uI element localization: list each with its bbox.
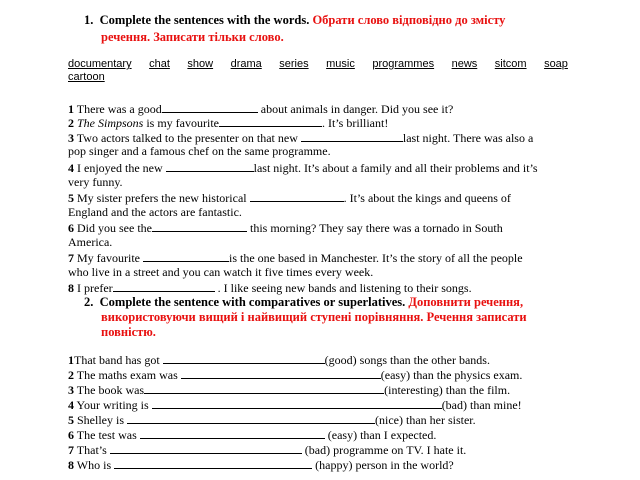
item-text: There was a good (74, 102, 162, 116)
task2-heading-line2 (101, 310, 527, 325)
item-text: last night. There was also a (402, 131, 534, 145)
item-text: My favourite (74, 251, 143, 265)
item-number: 2 (68, 116, 74, 130)
task2-item (68, 457, 454, 472)
task1-item-continued: America. (68, 235, 113, 249)
item-number: 4 (68, 161, 74, 175)
item-text: That band has got (74, 353, 163, 367)
word-bank-item: documentary (68, 58, 132, 70)
item-number: 3 (68, 131, 74, 145)
item-number: 2 (68, 368, 74, 382)
item-text: is my favourite (143, 116, 219, 130)
task1-title: Complete the sentences with the words. (99, 13, 310, 27)
word-bank-item: cartoon (68, 71, 105, 83)
word-bank-item: chat (149, 58, 170, 70)
answer-blank[interactable] (162, 101, 258, 113)
item-text: about animals in danger. Did you see it? (257, 102, 454, 116)
answer-blank[interactable] (127, 412, 375, 424)
item-text: (bad) programme on TV. I hate it. (301, 443, 467, 457)
task1-item (68, 190, 511, 205)
task1-item-continued: who live in a street and you can watch it five times every week. (68, 265, 374, 279)
item-text: Did you see the (74, 221, 152, 235)
task1-heading (84, 13, 505, 28)
item-text: . It’s brilliant! (322, 116, 389, 130)
answer-blank[interactable] (110, 442, 302, 454)
item-text: Who is (74, 458, 115, 472)
answer-blank[interactable] (114, 457, 312, 469)
word-bank-item: music (326, 58, 355, 70)
item-text: I prefer (74, 281, 113, 295)
task1-item-continued: very funny. (68, 175, 123, 189)
item-number: 5 (68, 413, 74, 427)
item-text: (happy) person in the world? (312, 458, 454, 472)
word-bank-item: soap (544, 58, 568, 70)
item-text: Two actors talked to the presenter on that new (74, 131, 301, 145)
item-number: 8 (68, 281, 74, 295)
item-number: 5 (68, 191, 74, 205)
answer-blank[interactable] (152, 397, 442, 409)
task2-item (68, 412, 476, 427)
answer-blank[interactable] (113, 280, 215, 292)
task2-title: Complete the sentence with comparatives or superlatives. (99, 295, 406, 309)
item-text: I enjoyed the new (74, 161, 166, 175)
task2-item (68, 427, 436, 442)
item-text: last night. It’s about a family and all their problems and it’s (253, 161, 538, 175)
task1-number: 1. (84, 13, 94, 27)
task1-item (68, 160, 538, 175)
answer-blank[interactable] (219, 115, 322, 127)
answer-blank[interactable] (301, 130, 403, 142)
item-text: Your writing is (74, 398, 152, 412)
task1-item (68, 101, 453, 116)
task2-instruction-ua3: повністю. (101, 325, 156, 339)
task1-instruction-ua: Обрати слово відповідно до змісту (312, 13, 506, 27)
task2-item (68, 442, 466, 457)
item-number: 7 (68, 443, 74, 457)
answer-blank[interactable] (140, 427, 325, 439)
item-text: (easy) than I expected. (324, 428, 437, 442)
item-text: (easy) than the physics exam. (380, 368, 523, 382)
item-number: 1 (68, 102, 74, 116)
item-text: (good) songs than the other bands. (324, 353, 490, 367)
item-number: 1 (68, 353, 74, 367)
task1-item (68, 130, 533, 145)
task2-item (68, 397, 522, 412)
answer-blank[interactable] (163, 352, 325, 364)
item-number: 6 (68, 221, 74, 235)
word-bank-item: show (187, 58, 214, 70)
answer-blank[interactable] (144, 382, 384, 394)
word-bank-item: sitcom (494, 58, 527, 70)
task2-instruction-ua2: використовуючи вищий і найвищий ступені порівняння. Речення записати (101, 310, 527, 324)
item-number: 8 (68, 458, 74, 472)
answer-blank[interactable] (143, 250, 229, 262)
answer-blank[interactable] (166, 160, 254, 172)
task2-item (68, 367, 522, 382)
task2-heading-line3 (101, 325, 156, 340)
item-text: . I like seeing new bands and listening to their songs. (214, 281, 472, 295)
task2-number: 2. (84, 295, 94, 309)
word-bank-item: programmes (372, 58, 435, 70)
task2-instruction-ua: Доповнити речення, (408, 295, 524, 309)
item-number: 4 (68, 398, 74, 412)
word-bank (68, 58, 568, 83)
item-title-italic: The Simpsons (77, 116, 144, 130)
item-text: (bad) than mine! (441, 398, 522, 412)
task1-item (68, 115, 388, 130)
task2-item (68, 382, 510, 397)
task1-item (68, 280, 472, 295)
item-text: The book was (74, 383, 145, 397)
item-number: 6 (68, 428, 74, 442)
item-text: Shelley is (74, 413, 127, 427)
item-text: is the one based in Manchester. It’s the story of all the people (228, 251, 523, 265)
item-text: . It’s about the kings and queens of (343, 191, 511, 205)
word-bank-row (68, 58, 568, 70)
task2-heading (84, 295, 523, 310)
task1-item-continued: pop singer and a famous chef on the same programme. (68, 144, 331, 158)
task2-item (68, 352, 490, 367)
item-text: The test was (74, 428, 140, 442)
item-text: (interesting) than the film. (384, 383, 511, 397)
word-bank-item: news (451, 58, 478, 70)
item-text: My sister prefers the new historical (74, 191, 250, 205)
item-number: 3 (68, 383, 74, 397)
task1-item (68, 220, 503, 235)
answer-blank[interactable] (181, 367, 381, 379)
item-text: (nice) than her sister. (375, 413, 476, 427)
task1-instruction-ua2: речення. Записати тільки слово. (101, 30, 284, 44)
item-number: 7 (68, 251, 74, 265)
item-text: The maths exam was (74, 368, 181, 382)
item-text: That’s (74, 443, 110, 457)
task1-heading-line2 (101, 30, 284, 45)
item-text: this morning? They say there was a tornado in South (246, 221, 503, 235)
word-bank-item: drama (230, 58, 262, 70)
task1-item (68, 250, 523, 265)
word-bank-item: series (279, 58, 309, 70)
answer-blank[interactable] (250, 190, 344, 202)
answer-blank[interactable] (152, 220, 247, 232)
task1-item-continued: England and the actors are fantastic. (68, 205, 242, 219)
